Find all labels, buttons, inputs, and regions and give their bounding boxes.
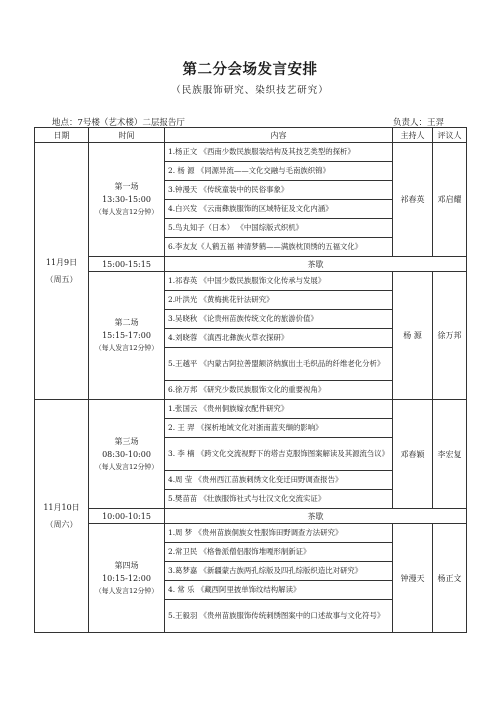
session-1-host: 祁春英 <box>393 143 433 257</box>
break-row <box>35 257 467 272</box>
location-label: 地点：7号楼（艺术楼）二层报告厅 <box>52 118 185 128</box>
talk-item: 4. 常 乐 《藏西阿里披单饰纹结构解读》 <box>165 581 393 600</box>
session-1-time-cell <box>89 143 165 257</box>
table-row <box>35 272 467 291</box>
session-name: 第四场 <box>114 560 139 570</box>
session-3-reviewer: 李宏复 <box>433 400 467 509</box>
session-4-host: 钟漫天 <box>393 524 433 633</box>
header-reviewer: 评议人 <box>433 128 467 143</box>
talk-item: 5.王越平 《内蒙古阿拉善盟额济纳旗出土毛织品的纤维老化分析》 <box>165 348 393 381</box>
session-name: 第一场 <box>114 182 139 191</box>
page-title: 第二分会场发言安排 <box>182 62 318 78</box>
talk-item: 5.樊苗苗 《壮族服饰社式与壮汉文化交流实证》 <box>165 490 393 509</box>
talk-item: 1.祁春英 《中国少数民族服饰文化传承与发展》 <box>165 272 393 291</box>
break-row <box>35 509 467 524</box>
table-row <box>35 400 467 419</box>
talk-item: 1.周 梦 《贵州苗族侗族女性服饰田野调查方法研究》 <box>165 524 393 543</box>
session-time: 13:30-15:00 <box>102 195 151 204</box>
talk-item: 3.吴晓秋 《论贵州苗族传统文化的旅游价值》 <box>165 310 393 329</box>
session-2-reviewer: 徐万邦 <box>433 272 467 400</box>
header-row <box>35 128 467 143</box>
responsible-person-label: 负责人：王羿 <box>393 118 445 128</box>
date-cell-day2 <box>35 400 89 633</box>
page-subtitle: （民族服饰研究、染织技艺研究） <box>171 85 329 96</box>
header-date: 日期 <box>35 128 89 143</box>
talk-item: 2.常卫民 《格鲁派僧侣服饰堆嘎形制新证》 <box>165 543 393 562</box>
session-time: 15:15-17:00 <box>102 331 151 340</box>
talk-item: 2. 王 羿 《探析地域文化对浙南蓝夹缬的影响》 <box>165 419 393 438</box>
session-1-reviewer: 邓启耀 <box>433 143 467 257</box>
date-label: 11月10日 <box>43 503 80 512</box>
session-4-time-cell <box>89 524 165 633</box>
talk-item: 3.钟漫天 《传统童装中的民俗事象》 <box>165 181 393 200</box>
talk-item: 2. 杨 源 《同源异流——文化交融与毛南族织锦》 <box>165 162 393 181</box>
date-label: 11月9日 <box>45 258 78 267</box>
talk-item: 2.叶洪光 《黄梅挑花针法研究》 <box>165 291 393 310</box>
break-label: 茶歇 <box>165 257 467 272</box>
schedule-table <box>34 127 467 633</box>
weekday-label: （周六） <box>45 520 78 529</box>
talk-item: 5.王毅羽 《贵州苗族服饰传统刺绣图案中的口述故事与文化符号》 <box>165 600 393 633</box>
session-2-host: 杨 源 <box>393 272 433 400</box>
date-cell-day1 <box>35 143 89 400</box>
talk-item: 6.徐万邦 《研究少数民族服饰文化的重要视角》 <box>165 381 393 400</box>
talk-item: 1.杨正文 《西南少数民族服装结构及其技艺类型的探析》 <box>165 143 393 162</box>
session-name: 第三场 <box>114 436 139 446</box>
talk-item: 4.白兴发 《云南彝族服饰的区域特征及文化内涵》 <box>165 200 393 219</box>
header-host: 主持人 <box>393 128 433 143</box>
talk-item: 6.李友友《人鹤五福 神清梦鹤——满族枕顶绣的五福文化》 <box>165 238 393 257</box>
session-2-time-cell <box>89 272 165 400</box>
session-note: （每人发言12分钟） <box>94 462 159 471</box>
break-time: 10:00-10:15 <box>89 509 165 524</box>
weekday-label: （周五） <box>45 275 78 284</box>
talk-item: 4.周 莹 《贵州西江苗族刺绣文化变迁田野调查报告》 <box>165 471 393 490</box>
session-time: 10:15-12:00 <box>102 573 151 583</box>
session-name: 第二场 <box>114 318 139 327</box>
session-note: （每人发言12分钟） <box>94 208 159 216</box>
session-time: 08:30-10:00 <box>102 449 151 459</box>
table-row <box>35 143 467 162</box>
talk-item: 5.鸟丸知子（日本） 《中国综版式织机》 <box>165 219 393 238</box>
session-note: （每人发言12分钟） <box>94 586 159 595</box>
break-label: 茶歇 <box>165 509 467 524</box>
talk-item: 4.刘晓蓉 《滇西北彝族火草衣探研》 <box>165 329 393 348</box>
header-time: 时间 <box>89 128 165 143</box>
session-note: （每人发言12分钟） <box>94 344 159 352</box>
table-row <box>35 524 467 543</box>
session-4-reviewer: 杨正文 <box>433 524 467 633</box>
break-time: 15:00-15:15 <box>89 257 165 272</box>
talk-item: 1.张国云 《贵州侗族嫁衣配件研究》 <box>165 400 393 419</box>
session-3-time-cell <box>89 400 165 509</box>
header-content: 内容 <box>165 128 393 143</box>
talk-item: 3.葛梦嘉 《新疆蒙古族两孔综版及四孔综版织造比对研究》 <box>165 562 393 581</box>
talk-item: 3. 李 楠 《跨文化交流视野下的塔吉克服饰图案解读及其源流刍议》 <box>165 438 393 471</box>
session-3-host: 邓春颖 <box>393 400 433 509</box>
